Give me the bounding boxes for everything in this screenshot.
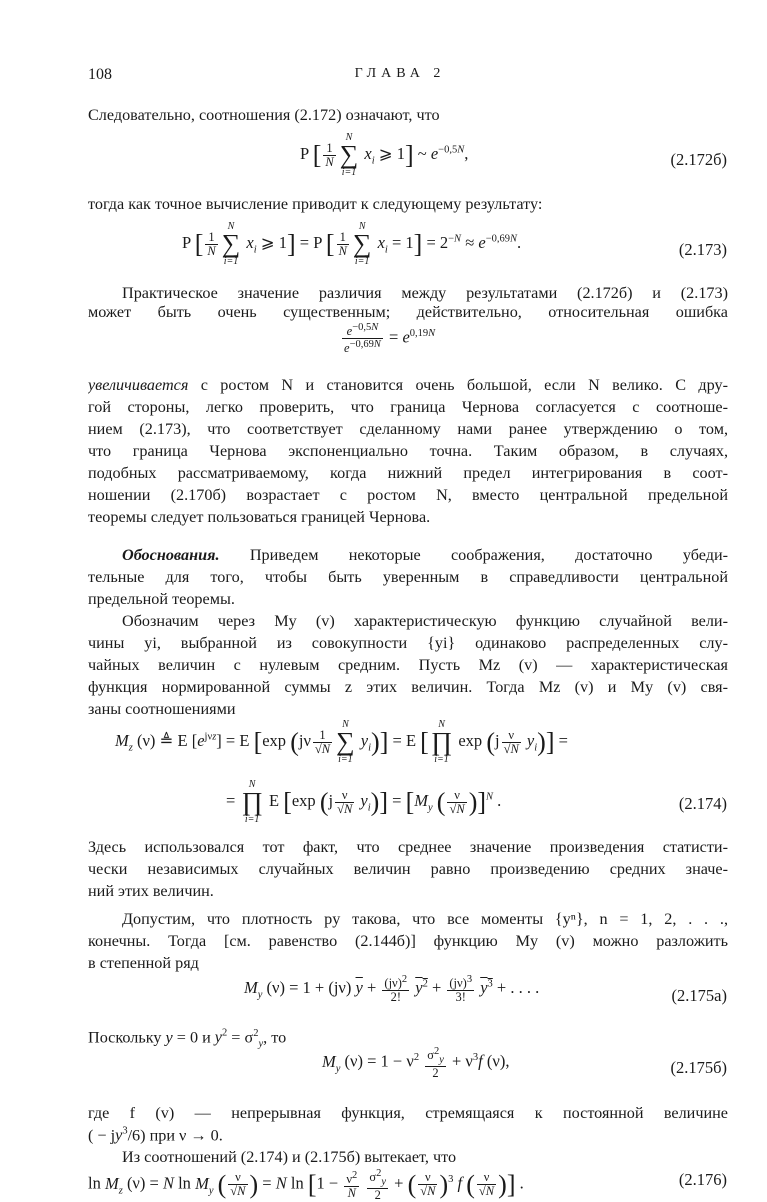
paragraph-line: предельной теоремы. bbox=[88, 590, 235, 608]
paragraph-line: конечны. Тогда [см. равенство (2.144б)] функцию My (v) можно разложить bbox=[88, 932, 728, 950]
paragraph-line: Из соотношений (2.174) и (2.175б) вытекает, что bbox=[122, 1148, 457, 1166]
paragraph-line: может быть очень существенным; действительно, относительная ошибка bbox=[88, 303, 728, 321]
paragraph-line: Обозначим через My (v) характеристическую функцию случайной вели- bbox=[122, 612, 728, 630]
section-heading: Обоснования. bbox=[122, 546, 220, 564]
paragraph-line: Практическое значение различия между результатами (2.172б) и (2.173) bbox=[122, 284, 728, 302]
paragraph-line: Следовательно, соотношения (2.172) означают, что bbox=[88, 106, 440, 124]
paragraph-line: Обоснования. Приведем некоторые соображения, достаточно убеди- bbox=[122, 546, 728, 564]
equation-2-176: $\ln M_z$ (ν) = N $\ln M_y$ ( $\frac{\nu}{√N}$ ) = N ln [1 − $\frac{\nu^2}{N}$ $\frac{\sigma^2_y}{2}$ + ( $\frac{\nu}{√N}$ )$^3$ f ( $\frac{\nu}{√N}$ )] . bbox=[88, 1168, 524, 1202]
equation-number: (2.172б) bbox=[670, 150, 727, 169]
paragraph-line: тельные для того, чтобы быть уверенным в справедливости центральной bbox=[88, 568, 728, 586]
equation-2-174-line2: = N ∏ i=1 E [exp (j $\frac{\nu}{√N}$ $y_i)] = [M_y$ ( $\frac{\nu}{√N}$ )]$^N$ . bbox=[226, 779, 502, 825]
equation-2-175a: $M_y$ (ν) = 1 + (jν) $\overline{y}$ + $\frac{(j\nu)^2}{2!}$ $y^2$ + $\frac{(j\nu)^3}{3!}$ $y^3$ + . . . . bbox=[244, 974, 540, 1005]
paragraph-line: заны соотношениями bbox=[88, 700, 236, 718]
paragraph-line: чески независимых случайных величин равно произведению средних значе- bbox=[88, 860, 728, 878]
paragraph-line: гой стороны, легко проверить, что граница Чернова согласуется с соотноше- bbox=[88, 398, 728, 416]
equation-number: (2.175а) bbox=[671, 986, 727, 1005]
chapter-header: ГЛАВА 2 bbox=[354, 66, 446, 81]
paragraph-line: что граница Чернова экспоненциально точна. Таким образом, в случаях, bbox=[88, 442, 728, 460]
paragraph-line: Допустим, что плотность py такова, что все моменты {yⁿ}, n = 1, 2, . . ., bbox=[122, 910, 728, 928]
paragraph-line: ( − $jy^3/6$) при ν → 0. bbox=[88, 1126, 223, 1145]
paragraph-line: ний этих величин. bbox=[88, 882, 214, 900]
paragraph-line: Поскольку $\overline{y} = 0$ и $y^2 = \sigma^2_y$, то bbox=[88, 1028, 287, 1050]
page-number: 108 bbox=[88, 66, 112, 83]
paragraph-line: тогда как точное вычисление приводит к следующему результату: bbox=[88, 195, 543, 213]
equation-number: (2.175б) bbox=[670, 1058, 727, 1077]
paragraph-line: подобных рассматриваемому, когда нижний предел интегрирования в соот- bbox=[88, 464, 728, 482]
relative-error-formula: $\frac{e^{-0,5N}}{e^{-0,69N}}$ = $e^{0,19N}$ bbox=[344, 322, 436, 356]
equation-number: (2.176) bbox=[678, 1170, 727, 1189]
paragraph-line: чайных величин с нулевым средним. Пусть Mz (v) — характеристическая bbox=[88, 656, 728, 674]
paragraph-line: в степенной ряд bbox=[88, 954, 199, 972]
paragraph-line: ношении (2.170б) возрастает с ростом N, вместо центральной предельной bbox=[88, 486, 728, 504]
equation-2-175b: $M_y$ $(\nu) = 1 - \nu^2$ $\frac{\sigma^2_y}{2}$ + $\nu^3f$ (ν), bbox=[322, 1046, 510, 1080]
paragraph-line: Здесь использовался тот факт, что среднее значение произведения статисти- bbox=[88, 838, 728, 856]
paragraph-line: нием (2.173), что соответствует сделанному нами ранее утверждению о том, bbox=[88, 420, 728, 438]
paragraph-line: теоремы следует пользоваться границей Чернова. bbox=[88, 508, 431, 526]
equation-2-174-line1: $M_z$ (ν) ≜ E $[e^{j\nu z}] = E$ [exp (jν $\frac{1}{√N}$ N ∑ i=1 $y_i)] = E$ [ N ∏ i=1 exp (j $\frac{\nu}{√N}$ $y_i$)] = bbox=[115, 719, 568, 765]
paragraph-line: увеличивается с ростом N и становится очень большой, если N велико. С дру- bbox=[88, 376, 728, 394]
equation-number: (2.174) bbox=[678, 794, 727, 813]
equation-2-173: P [ $\frac{1}{N}$ N ∑ i=1 $x_i$ ⩾ 1] = P [ $\frac{1}{N}$ N ∑ i=1 $x_i = 1] = 2^{-N} \approx e^{-0,69N}$. bbox=[182, 221, 522, 267]
paragraph-line: чины yi, выбранной из совокупности {yi} одинаково распределенных слу- bbox=[88, 634, 728, 652]
equation-2-172b: P [ $\frac{1}{N}$ N ∑ i=1 $x_i$ ⩾ 1] ~ $e^{-0,5N}$, bbox=[300, 132, 469, 178]
paragraph-line: функция нормированной суммы z этих величин. Тогда Mz (v) и My (v) свя- bbox=[88, 678, 728, 696]
paragraph-line: где f (v) — непрерывная функция, стремящаяся к постоянной величине bbox=[88, 1104, 728, 1122]
equation-number: (2.173) bbox=[678, 240, 727, 259]
